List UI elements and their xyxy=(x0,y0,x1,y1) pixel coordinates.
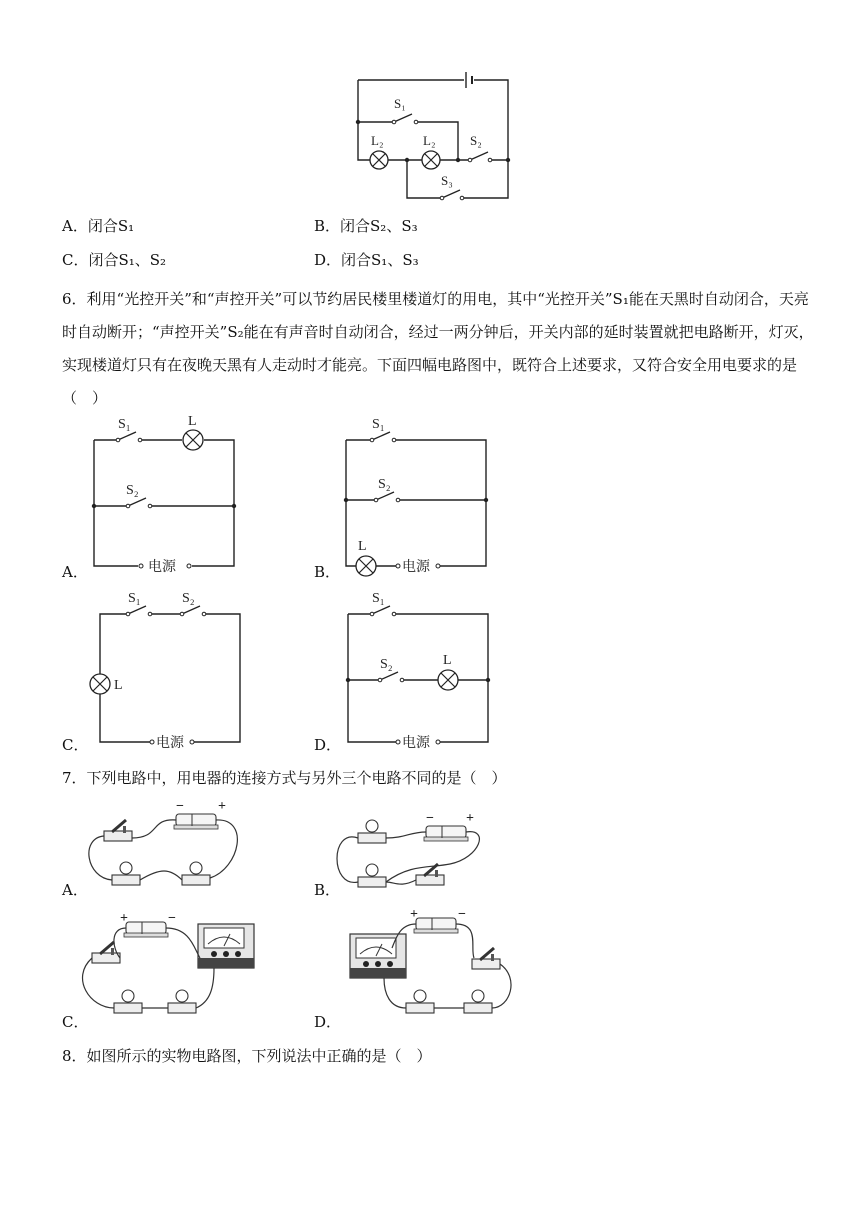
q5-switch-s2 xyxy=(470,152,488,160)
label-power: 电源 xyxy=(148,560,176,575)
q6-diagram-a xyxy=(92,414,236,575)
q6-diagram-d xyxy=(346,591,490,751)
sign-plus: + xyxy=(218,799,226,814)
q5-option-a[interactable] xyxy=(62,216,134,236)
label-s2: S₂ xyxy=(378,477,391,492)
q6-diagram-b xyxy=(344,417,488,576)
option-text: 闭合S₁ xyxy=(87,217,135,235)
q7-stem: 7．下列电路中，用电器的连接方式与另外三个电路不同的是（ ） xyxy=(62,769,507,787)
label-lamp: L xyxy=(443,653,452,668)
option-text: 闭合S₁、S₃ xyxy=(341,251,419,269)
label-s2: S₂ xyxy=(126,483,139,498)
option-letter: B． xyxy=(314,217,341,235)
option-text: 闭合S₁、S₂ xyxy=(88,251,167,269)
q5-option-b[interactable] xyxy=(314,216,418,236)
label-lamp: L xyxy=(188,414,197,429)
q5-switch-s1 xyxy=(394,114,412,122)
q5-lamp-left xyxy=(370,151,388,169)
q7-physical-circuits xyxy=(0,798,860,1038)
label-s2: S₂ xyxy=(182,591,195,606)
label-power: 电源 xyxy=(402,560,430,575)
label-s1: S₁ xyxy=(372,591,385,606)
q5-option-d[interactable] xyxy=(314,250,419,270)
q6-option-d-letter[interactable]: D． xyxy=(314,736,342,754)
q7-option-b-letter[interactable]: B． xyxy=(314,881,341,899)
label-s2: S₂ xyxy=(380,657,393,672)
q6-circuit-options xyxy=(0,410,860,750)
option-letter: D． xyxy=(314,251,342,269)
label-s1: S₁ xyxy=(128,591,141,606)
q7-option-c-letter[interactable]: C． xyxy=(62,1013,89,1031)
label-lamp: L xyxy=(114,678,123,693)
q7-option-a-letter[interactable]: A． xyxy=(62,881,88,899)
q7-circuit-c xyxy=(83,911,254,1013)
q7-circuit-b xyxy=(337,811,479,887)
label-s1: S₁ xyxy=(118,417,131,432)
q5-label-s2: S₂ xyxy=(470,133,482,148)
option-letter: A． xyxy=(62,217,88,235)
q6-diagram-c xyxy=(90,591,240,751)
label-s1: S₁ xyxy=(372,417,385,432)
q5-label-l-left: L₂ xyxy=(371,133,384,148)
label-lamp: L xyxy=(358,539,367,554)
q5-circuit-diagram xyxy=(0,0,860,210)
q5-lamp-right xyxy=(422,151,440,169)
q5-option-c[interactable] xyxy=(62,250,166,270)
q5-switch-s3 xyxy=(442,190,460,198)
sign-plus: + xyxy=(410,907,418,922)
q5-label-s1: S₁ xyxy=(394,96,406,111)
sign-plus: + xyxy=(466,811,474,826)
q5-label-l-right: L₂ xyxy=(423,133,436,148)
q6-stem: 6．利用“光控开关”和“声控开关”可以节约居民楼里楼道灯的用电，其中“光控开关”S₁能在天黑时自动闭合，天亮时自动断开；“声控开关”S₂能在有声音时自动闭合，经过一两分钟后，开关内部的延时装置就把电路断开，灯灭，实现楼道灯只有在夜晚天黑有人走动时才能亮。下面四幅电路图中，既符合上述要求，又符合安全用电要求的是（ ） xyxy=(62,290,814,407)
q6-option-a-letter[interactable]: A． xyxy=(62,563,88,581)
q7-circuit-a xyxy=(89,799,237,885)
sign-minus: − xyxy=(426,811,434,826)
sign-minus: − xyxy=(458,907,466,922)
q8-stem: 8．如图所示的实物电路图，下列说法中正确的是（ ） xyxy=(62,1047,432,1065)
q7-option-d-letter[interactable]: D． xyxy=(314,1013,342,1031)
q7-circuit-d xyxy=(350,907,511,1013)
sign-minus: − xyxy=(176,799,184,814)
option-text: 闭合S₂、S₃ xyxy=(340,217,418,235)
label-power: 电源 xyxy=(156,736,184,751)
sign-plus: + xyxy=(120,911,128,926)
q6-option-b-letter[interactable]: B． xyxy=(314,563,341,581)
option-letter: C． xyxy=(62,251,89,269)
q5-label-s3: S₃ xyxy=(441,173,453,188)
q6-option-c-letter[interactable]: C． xyxy=(62,736,89,754)
label-power: 电源 xyxy=(402,736,430,751)
sign-minus: − xyxy=(168,911,176,926)
